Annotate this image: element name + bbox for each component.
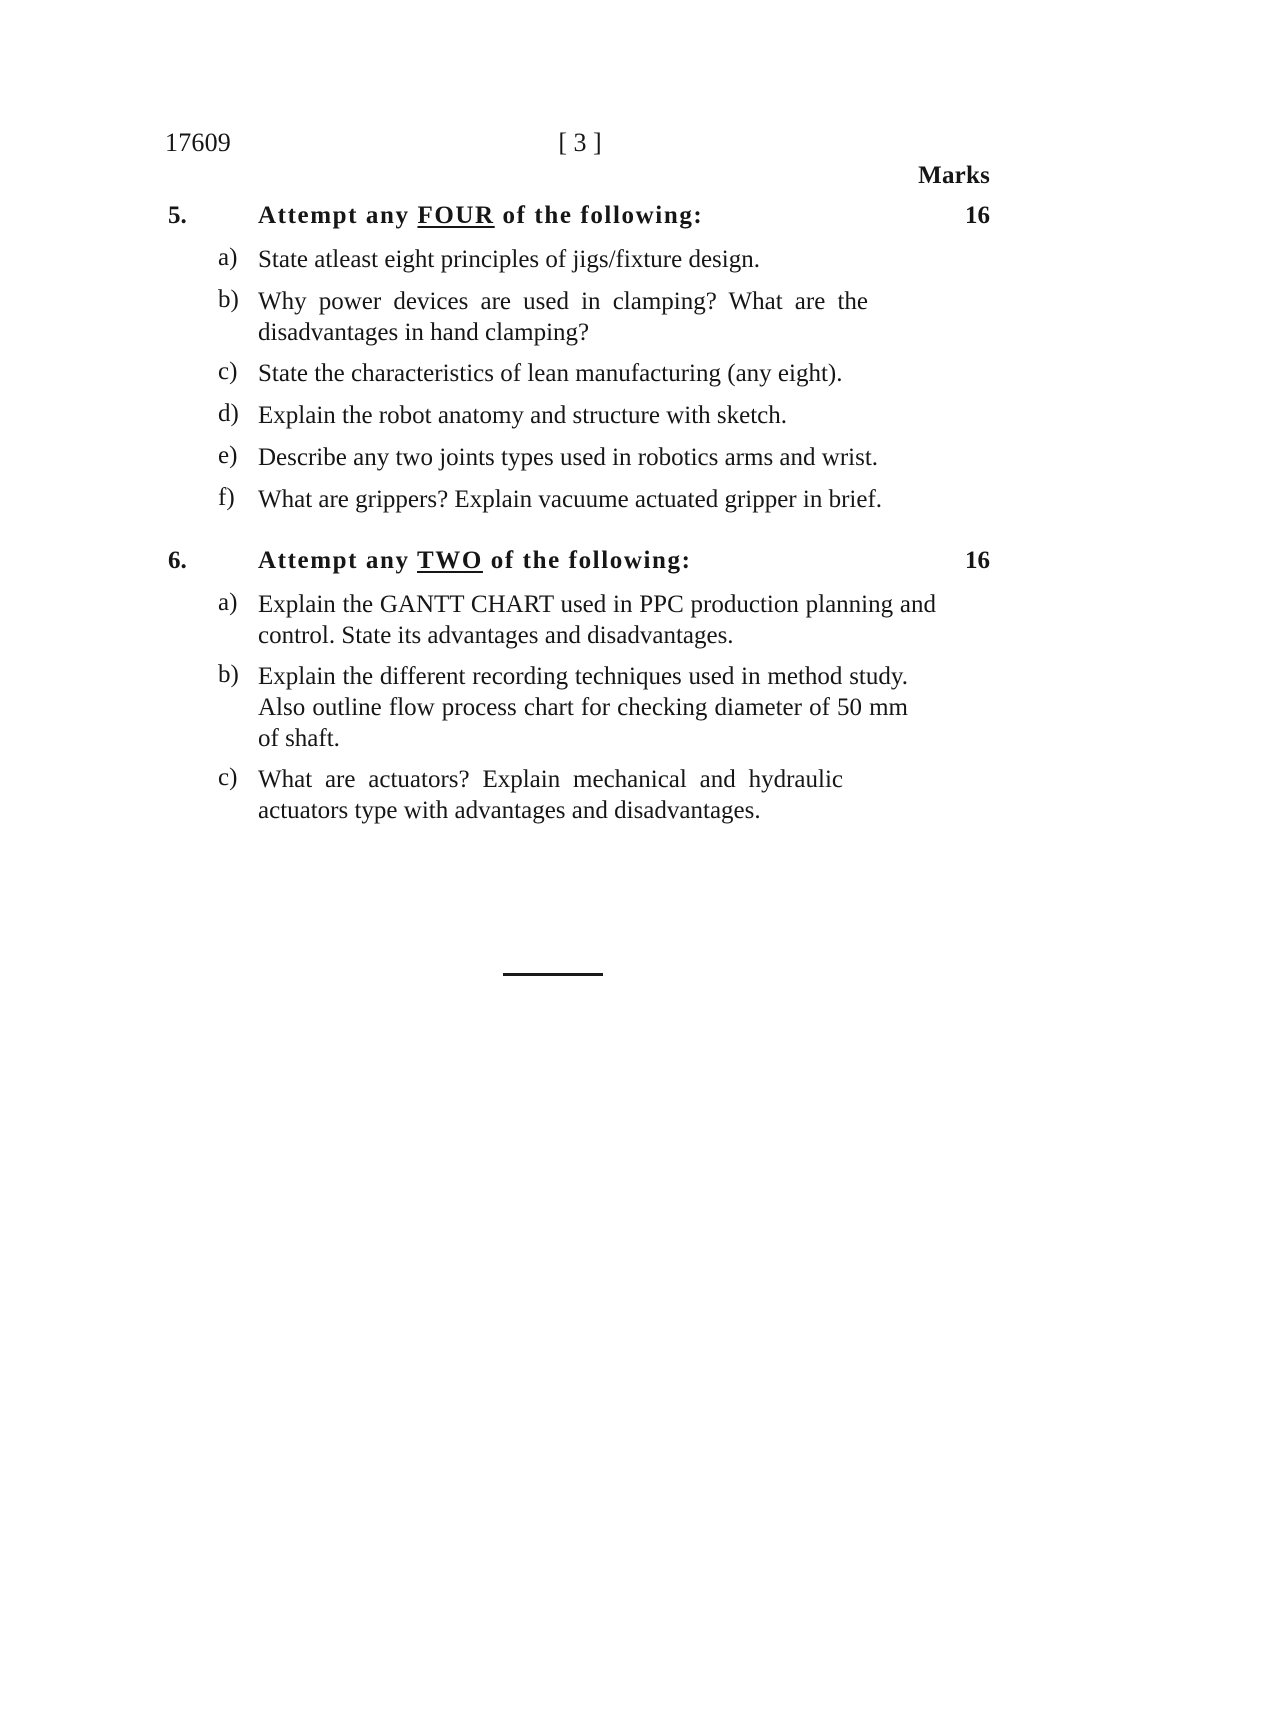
marks-column-header: Marks [918,162,990,189]
question-6-title-emphasis: TWO [417,547,483,574]
item-label: a) [218,244,238,271]
end-of-paper-rule [503,973,603,976]
item-label: b) [218,661,239,688]
item-text: What are actuators? Explain mechanical and hydraulic actuators type with advantages and disadvantages. [258,766,843,824]
page-header [165,128,995,162]
question-5 [0,202,1000,513]
paper-code: 17609 [165,128,231,157]
question-5-number: 5. [168,202,187,229]
item-text: Why power devices are used in clamping? What are the disadvantages in hand clamping? [258,288,868,346]
item-label: c) [218,764,238,791]
item-label: f) [218,484,235,511]
item-label: e) [218,442,238,469]
question-6-heading [0,547,1000,581]
question-6-marks: 16 [965,547,990,574]
item-text: Explain the GANTT CHART used in PPC production planning and control. State its advantages and disadvantages. [258,591,936,649]
item-text: What are grippers? Explain vacuume actuated gripper in brief. [258,486,883,513]
question-5-title-suffix: of the following: [494,202,704,229]
question-5-heading [0,202,1000,236]
question-6 [0,547,1000,824]
item-text: Explain the robot anatomy and structure with sketch. [258,402,788,429]
page-number: [ 3 ] [558,128,602,157]
question-6-number: 6. [168,547,187,574]
question-5-title-prefix: Attempt any [258,202,418,229]
item-text: Describe any two joints types used in robotics arms and wrist. [258,444,879,471]
item-label: b) [218,286,239,313]
item-label: c) [218,358,238,385]
item-text: Explain the different recording techniques used in method study. Also outline flow process chart for checking diameter of 50 mm of shaft. [258,663,908,752]
question-6-title-prefix: Attempt any [258,547,418,574]
item-text: State the characteristics of lean manufacturing (any eight). [258,360,843,387]
question-5-marks: 16 [965,202,990,229]
item-label: d) [218,400,239,427]
item-text: State atleast eight principles of jigs/fixture design. [258,246,760,273]
item-label: a) [218,589,238,616]
question-5-title-emphasis: FOUR [417,202,495,229]
question-6-title-suffix: of the following: [482,547,692,574]
